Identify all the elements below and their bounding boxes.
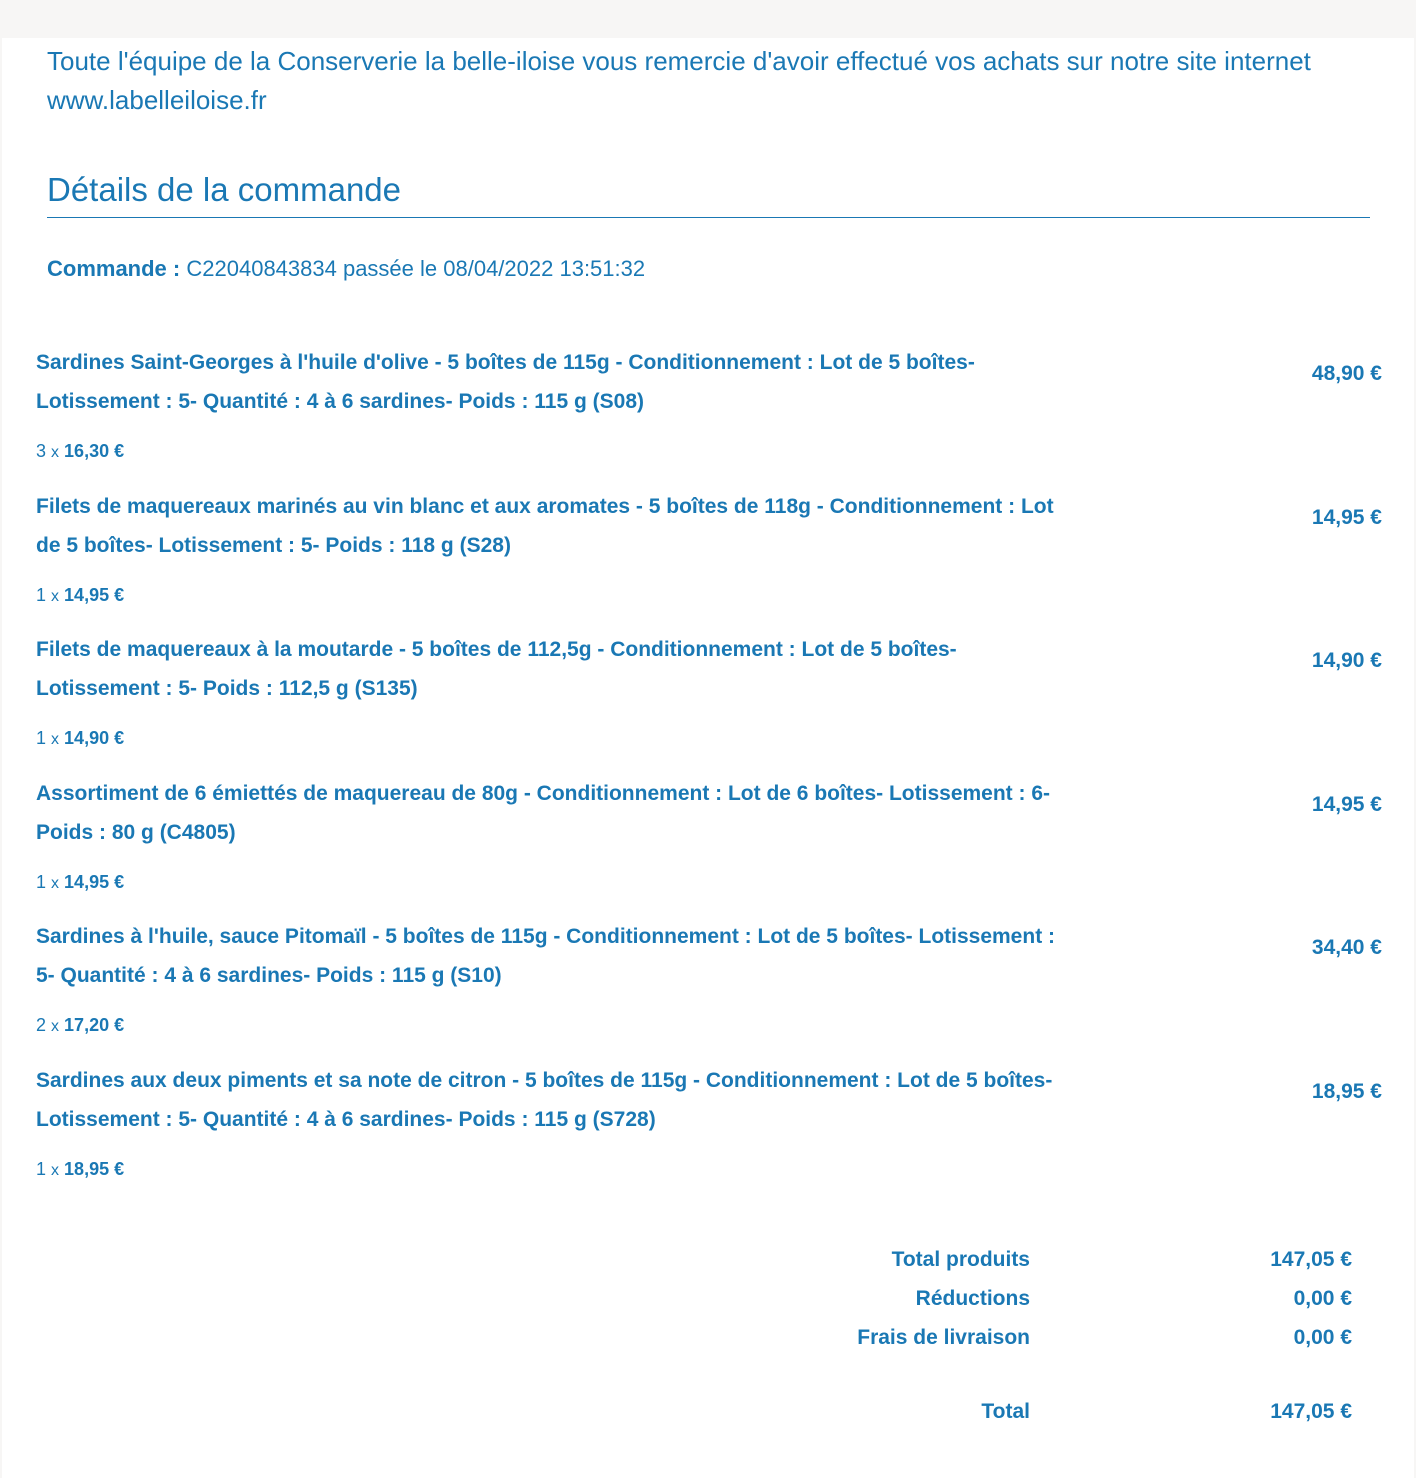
item-quantity-line: [36, 583, 124, 609]
item-total-price: 14,95 €: [1311, 792, 1382, 816]
item-name: Sardines aux deux piments et sa note de citron - 5 boîtes de 115g - Conditionnement : Lot de 5 boîtes- Lotissement : 5- Quantité : 4 à 6 sardines- Poids : 115 g (S728): [36, 1068, 1053, 1131]
item-unit-price: 17,20 €: [64, 1015, 125, 1036]
item-total-price: 14,95 €: [1311, 505, 1382, 529]
item-times-sign: x: [51, 1161, 60, 1179]
grand-total-value: 147,05 €: [1270, 1400, 1352, 1423]
item-total-price: 14,90 €: [1311, 649, 1382, 673]
shipping-value: 0,00 €: [1293, 1326, 1352, 1349]
item-name: Sardines à l'huile, sauce Pitomaïl - 5 boîtes de 115g - Conditionnement : Lot de 5 boîtes- Lotissement : 5- Quantité : 4 à 6 sardines- Poids : 115 g (S10): [36, 925, 1056, 988]
order-label: Commande :: [47, 256, 181, 281]
section-divider: [47, 217, 1370, 218]
item-name: Filets de maquereaux à la moutarde - 5 boîtes de 112,5g - Conditionnement : Lot de 5 boîtes- Lotissement : 5- Poids : 112,5 g (S135): [36, 638, 957, 701]
item-total-price: 34,40 €: [1311, 936, 1382, 960]
order-item: [36, 917, 1382, 1061]
item-quantity-line: [36, 1157, 124, 1183]
item-times-sign: x: [51, 874, 60, 892]
item-quantity: 1: [36, 871, 47, 892]
total-products-row: [2, 1242, 1414, 1278]
item-name: Filets de maquereaux marinés au vin blanc et aux aromates - 5 boîtes de 118g - Conditionnement : Lot de 5 boîtes- Lotissement : 5- Poids : 118 g (S28): [36, 494, 1054, 557]
shipping-row: [2, 1320, 1414, 1356]
grand-total-label: Total: [981, 1400, 1030, 1423]
item-quantity-line: [36, 439, 124, 465]
item-times-sign: x: [51, 444, 60, 461]
item-quantity: 3: [36, 441, 47, 461]
item-unit-price: 14,90 €: [64, 728, 125, 749]
item-times-sign: x: [51, 731, 60, 749]
order-reference: [47, 254, 645, 284]
item-name: Sardines Saint-Georges à l'huile d'olive - 5 boîtes de 115g - Conditionnement : Lot de 5 boîtes- Lotissement : 5- Quantité : 4 à 6 sardines- Poids : 115 g (S08): [36, 351, 975, 413]
discounts-value: 0,00 €: [1293, 1287, 1352, 1310]
item-quantity: 2: [36, 1015, 47, 1036]
item-total-price: 48,90 €: [1311, 362, 1382, 385]
order-item: [36, 343, 1382, 487]
item-times-sign: x: [51, 1018, 60, 1036]
item-times-sign: x: [51, 587, 60, 605]
item-quantity: 1: [36, 1158, 47, 1179]
shipping-label: Frais de livraison: [857, 1326, 1030, 1349]
item-name: Assortiment de 6 émiettés de maquereau de 80g - Conditionnement : Lot de 6 boîtes- Lotissement : 6- Poids : 80 g (C4805): [36, 781, 1051, 844]
order-item: [36, 630, 1382, 774]
total-products-value: 147,05 €: [1270, 1248, 1352, 1271]
order-items-list: [36, 343, 1382, 1205]
discounts-row: [2, 1281, 1414, 1317]
discounts-label: Réductions: [915, 1287, 1030, 1310]
item-quantity-line: [36, 726, 124, 752]
total-products-label: Total produits: [891, 1248, 1030, 1271]
item-quantity-line: [36, 1013, 124, 1039]
order-item: [36, 1061, 1382, 1205]
item-quantity-line: [36, 870, 124, 896]
item-unit-price: 14,95 €: [64, 871, 125, 892]
item-quantity: 1: [36, 728, 47, 749]
grand-total-row: [2, 1394, 1414, 1430]
item-unit-price: 14,95 €: [64, 584, 125, 605]
item-total-price: 18,95 €: [1311, 1079, 1382, 1103]
thank-you-message: Toute l'équipe de la Conserverie la belle-iloise vous remercie d'avoir effectué vos achats sur notre site internet www.labelleiloise.fr: [47, 46, 1311, 115]
order-confirmation-email: [2, 38, 1414, 1478]
order-number-and-date: C22040843834 passée le 08/04/2022 13:51:32: [186, 256, 646, 281]
order-item: [36, 487, 1382, 631]
order-item: [36, 774, 1382, 918]
item-quantity: 1: [36, 584, 47, 605]
order-details-title: Détails de la commande: [47, 171, 402, 208]
top-bar: [0, 0, 1416, 38]
item-unit-price: 16,30 €: [64, 441, 125, 461]
item-unit-price: 18,95 €: [64, 1158, 125, 1179]
